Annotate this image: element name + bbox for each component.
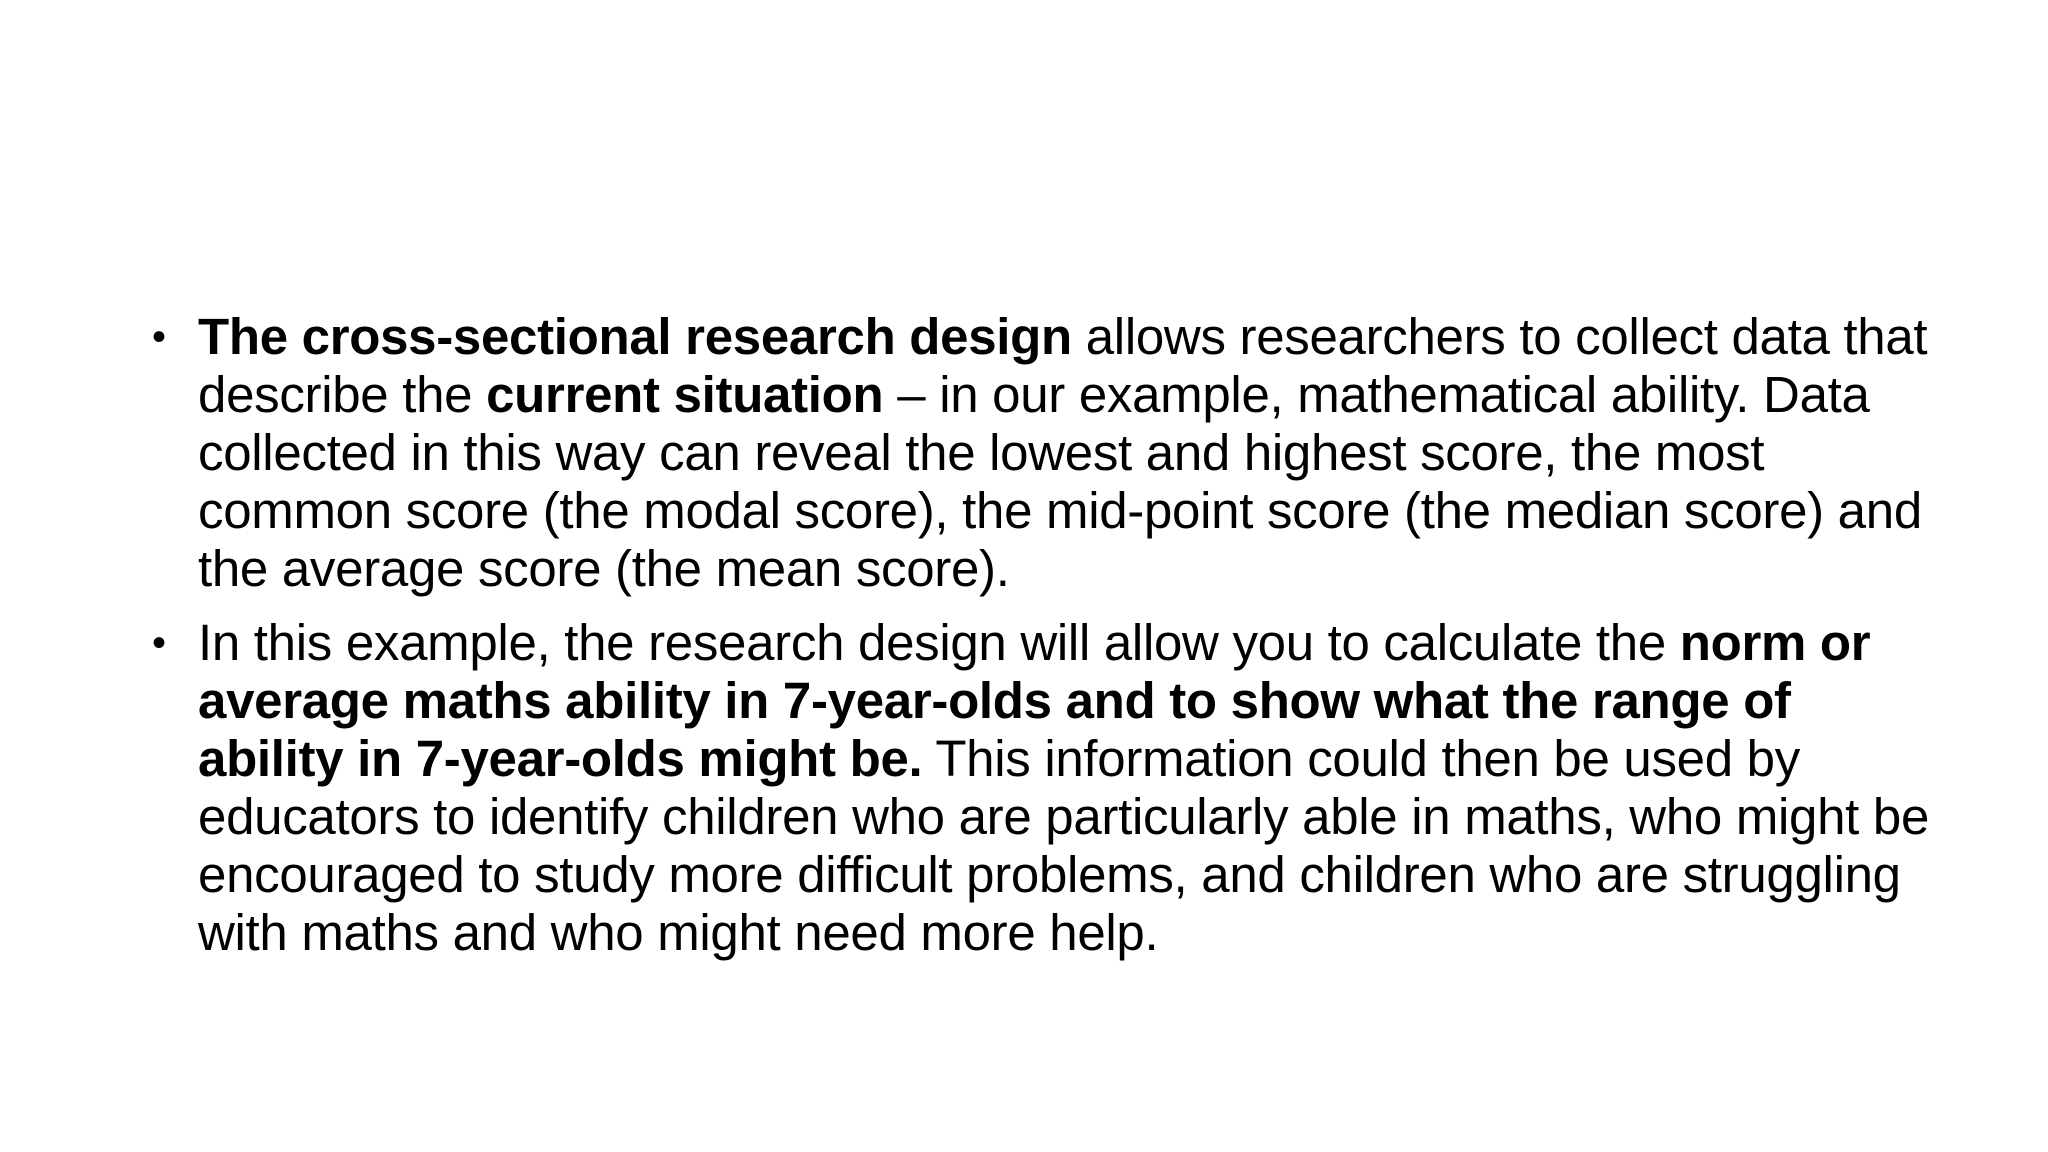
bullet-text-bold: norm or average maths ability in 7-year-olds and to show what the range of ability in 7-year-olds might be. (198, 614, 1871, 787)
bullet-text: This information could then be used by educators to identify children who are particularly able in maths, who might be encouraged to study more difficult problems, and children who are struggling with maths and who might need more help. (198, 730, 1930, 961)
bullet-marker: • (152, 621, 166, 665)
bullet-text: In this example, the research design will allow you to calculate the (198, 614, 1680, 671)
bullet-marker: • (152, 315, 166, 359)
bullet-item-cross-sectional-design (152, 308, 1932, 598)
bullet-item-example (152, 614, 1932, 962)
bullet-text-bold: The cross-sectional research design (198, 308, 1072, 365)
bullet-text: allows researchers to collect data that describe the (198, 308, 1928, 423)
bullet-text: – in our example, mathematical ability. Data collected in this way can reveal the lowest and highest score, the most common score (the modal score), the mid-point score (the median score) and the average score (the mean score). (198, 366, 1922, 597)
bullet-text-bold: current situation (486, 366, 884, 423)
bullet-list (152, 308, 1932, 978)
